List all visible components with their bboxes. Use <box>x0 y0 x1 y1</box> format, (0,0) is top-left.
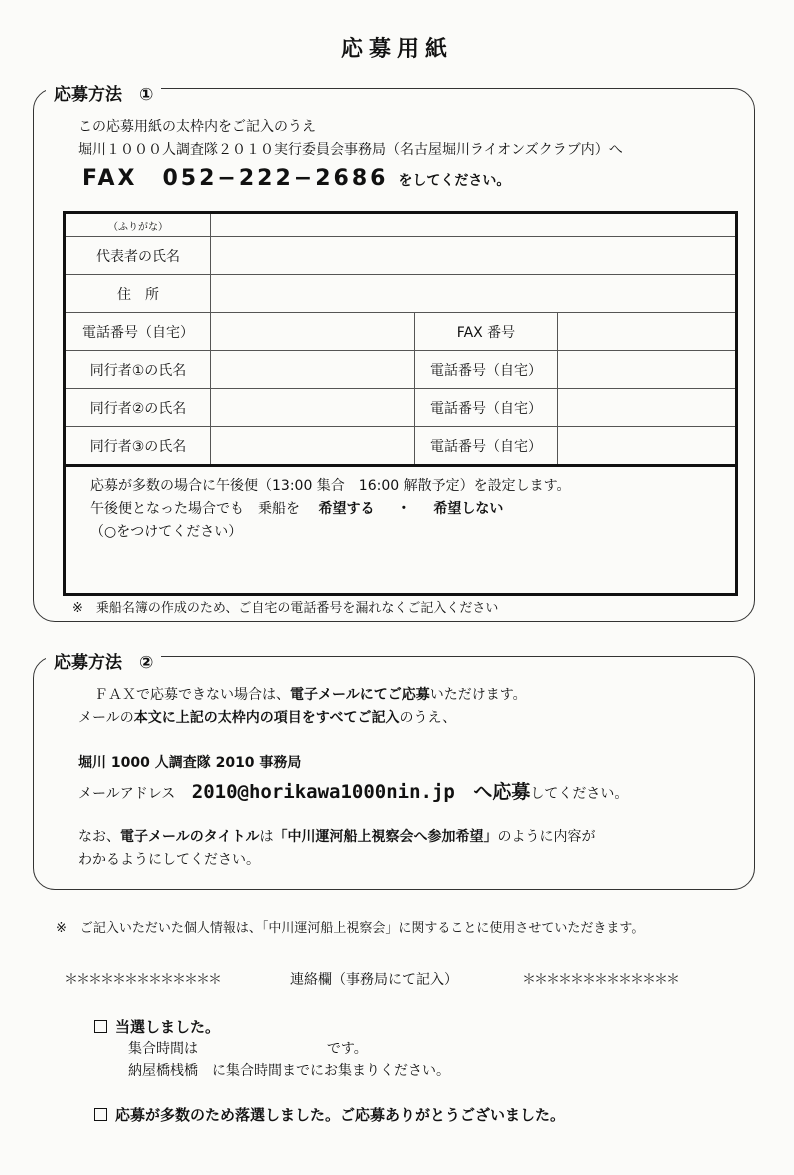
companion3-phone-label: 電話番号（自宅） <box>415 427 558 466</box>
companion2-label: 同行者②の氏名 <box>65 389 211 427</box>
section2-line2-c: のうえ、 <box>399 710 457 726</box>
fax-suffix: をしてください。 <box>398 173 511 189</box>
section2-line1-a: ＦＡＸで応募できない場合は、 <box>94 687 290 703</box>
option-separator: ・ <box>396 501 411 517</box>
won-checkbox[interactable] <box>94 1020 107 1033</box>
phone-field[interactable] <box>211 313 415 351</box>
mail-suffix: してください。 <box>530 786 629 802</box>
companion2-phone-field[interactable] <box>558 389 737 427</box>
section1-instruction-2: 堀川１０００人調査隊２０１０実行委員会事務局（名古屋堀川ライオンズクラブ内）へ <box>78 142 623 158</box>
fax-number: FAX 052−222−2686 <box>82 166 389 191</box>
mail-line <box>78 777 628 804</box>
companion3-field[interactable] <box>211 427 415 466</box>
lost-text: 応募が多数のため落選しました。ご応募ありがとうございました。 <box>115 1106 566 1124</box>
companion1-phone-field[interactable] <box>558 351 737 389</box>
address-field[interactable] <box>211 275 737 313</box>
contact-heading: 連絡欄（事務局にて記入） <box>290 972 458 988</box>
contact-stars-left: ＊＊＊＊＊＊＊＊＊＊＊＊＊ <box>64 972 220 988</box>
section2-label: 応募方法 ② <box>46 648 161 673</box>
title-e: のように内容が <box>497 829 596 845</box>
mail-address[interactable]: 2010@horikawa1000nin.jp <box>191 781 455 803</box>
companion3-label: 同行者③の氏名 <box>65 427 211 466</box>
lost-checkbox[interactable] <box>94 1108 107 1121</box>
rep-name-label: 代表者の氏名 <box>65 237 211 275</box>
section2-line1 <box>94 684 527 704</box>
office-name: 堀川 1000 人調査隊 2010 事務局 <box>78 755 302 771</box>
meet-time-line <box>128 1038 368 1058</box>
section2-line2 <box>78 707 456 727</box>
fax-number-field[interactable] <box>558 313 737 351</box>
companion2-field[interactable] <box>211 389 415 427</box>
fax-number-label: FAX 番号 <box>415 313 558 351</box>
title-d: 「中川運河船上視察会へ参加希望」 <box>273 829 498 845</box>
contact-stars-right: ＊＊＊＊＊＊＊＊＊＊＊＊＊ <box>522 972 678 988</box>
meet-time-suffix: です。 <box>326 1041 368 1057</box>
section2-line1-b: 電子メールにてご応募 <box>290 687 430 703</box>
furigana-field[interactable] <box>211 213 737 237</box>
afternoon-note-line1: 応募が多数の場合に午後便（13:00 集合 16:00 解散予定）を設定します。 <box>90 478 571 494</box>
mail-label: メールアドレス <box>78 786 176 802</box>
afternoon-note-line2 <box>90 498 711 521</box>
mail-to: へ応募 <box>473 781 531 803</box>
section1-label: 応募方法 ① <box>46 80 161 105</box>
title-a: なお、 <box>78 829 120 845</box>
meet-place-line: 納屋橋桟橋 に集合時間までにお集まりください。 <box>128 1063 450 1079</box>
won-option <box>94 1016 220 1037</box>
won-title: 当選しました。 <box>115 1018 221 1036</box>
title-c: は <box>259 829 274 845</box>
companion1-field[interactable] <box>211 351 415 389</box>
boarding-prompt: 午後便となった場合でも 乗船を <box>90 501 300 517</box>
address-label: 住 所 <box>65 275 211 313</box>
privacy-note: ※ ご記入いただいた個人情報は、「中川運河船上視察会」に関することに使用させていただきます。 <box>56 921 645 936</box>
option-wish[interactable]: 希望する <box>318 501 375 517</box>
companion2-phone-label: 電話番号（自宅） <box>415 389 558 427</box>
section2-line1-c: いただけます。 <box>429 687 527 703</box>
fax-instruction <box>82 161 510 192</box>
option-no-wish[interactable]: 希望しない <box>433 501 504 517</box>
application-form <box>63 211 738 596</box>
mail-title-line2: わかるようにしてください。 <box>78 852 260 868</box>
afternoon-note-line3: （○をつけてください） <box>90 524 243 540</box>
section1-instruction-1: この応募用紙の太枠内をご記入のうえ <box>78 119 316 135</box>
section2-line2-b: 本文に上記の太枠内の項目をすべてご記入 <box>133 710 400 726</box>
page-title: 応募用紙 <box>340 37 453 62</box>
phone-label: 電話番号（自宅） <box>65 313 211 351</box>
mail-title-line1 <box>78 826 595 846</box>
meet-time-label: 集合時間は <box>128 1041 198 1057</box>
companion3-phone-field[interactable] <box>558 427 737 466</box>
section1-footnote: ※ 乗船名簿の作成のため、ご自宅の電話番号を漏れなくご記入ください <box>72 601 499 616</box>
companion1-label: 同行者①の氏名 <box>65 351 211 389</box>
rep-name-field[interactable] <box>211 237 737 275</box>
afternoon-note <box>65 466 737 595</box>
section2-line2-a: メールの <box>78 710 134 726</box>
title-b: 電子メールのタイトル <box>120 829 260 845</box>
companion1-phone-label: 電話番号（自宅） <box>415 351 558 389</box>
furigana-label: （ふりがな） <box>65 213 211 237</box>
lost-option <box>94 1104 565 1125</box>
